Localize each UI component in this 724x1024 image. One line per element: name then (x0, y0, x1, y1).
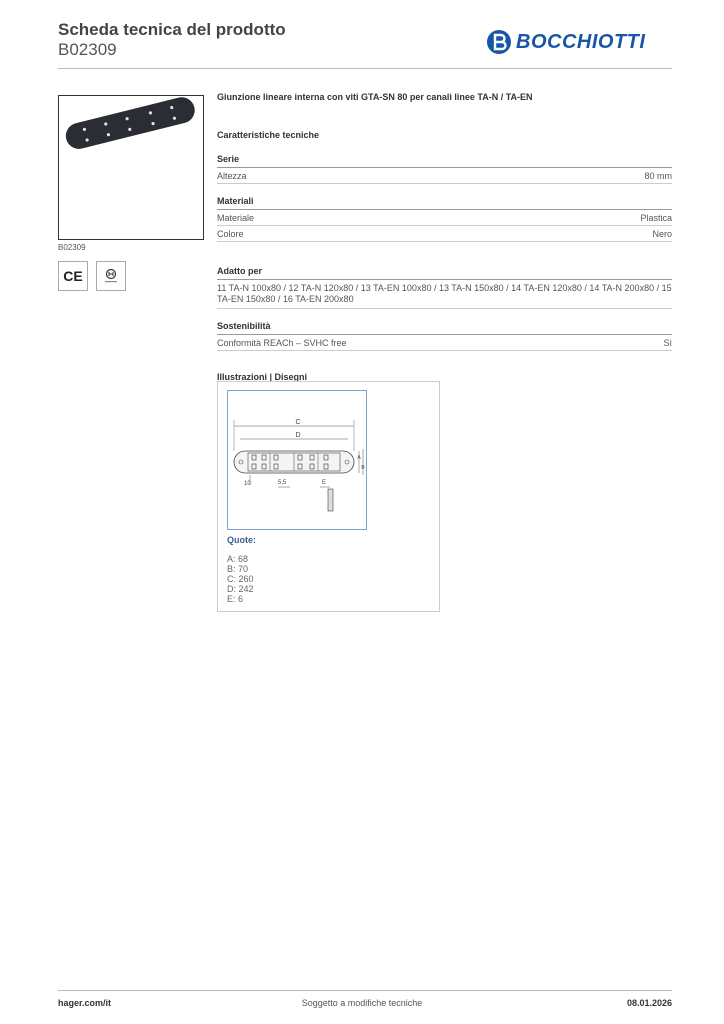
spec-label: Conformità REACh – SVHC free (217, 338, 347, 348)
illustration-panel (217, 381, 440, 612)
dim-label-d: D (295, 432, 301, 439)
quote-item: A: 68 (227, 554, 249, 564)
compatibility-list: 11 TA-N 100x80 / 12 TA-N 120x80 / 13 TA-EN 100x80 / 13 TA-N 150x80 / 14 TA-EN 120x80 / 14 TA-N 200x80 / 15 TA-EN 150x80 / 16 TA-EN 200x80 (217, 280, 672, 309)
quote-item: C: 260 (227, 574, 254, 584)
illustrations-heading: Illustrazioni | Disegni (217, 372, 308, 382)
product-description: Giunzione lineare interna con viti GTA-SN 80 per canali linee TA-N / TA-EN (217, 92, 533, 102)
quotes-list (227, 554, 254, 604)
spec-row (217, 210, 672, 226)
footer-date: 08.01.2026 (626, 998, 672, 1008)
logo-text: BOCCHIOTTI (516, 30, 646, 53)
quote-item: D: 242 (227, 584, 254, 594)
quote-item: E: 6 (227, 594, 244, 604)
footer-note: Soggetto a modifiche tecniche (301, 998, 423, 1008)
footer-website-link[interactable]: hager.com/it (58, 998, 112, 1008)
technical-drawing (227, 390, 367, 530)
dim-label-5-5: 5,5 (278, 480, 287, 486)
dim-label-10: 10 (244, 481, 251, 487)
quote-item: B: 70 (227, 564, 249, 574)
product-code-caption: B02309 (58, 243, 86, 252)
certification-icon (101, 266, 121, 286)
tech-heading: Caratteristiche tecniche (217, 130, 320, 140)
spec-value: Nero (652, 229, 672, 239)
spec-row (217, 226, 672, 242)
logo-b-icon (486, 28, 512, 56)
spec-value: Plastica (640, 213, 672, 223)
product-image (58, 95, 204, 240)
spec-label: Colore (217, 229, 244, 239)
dim-label-e: E (322, 480, 327, 486)
header-divider (58, 68, 672, 69)
group-fit (217, 266, 672, 309)
group-heading: Serie (217, 154, 672, 168)
spec-row (217, 335, 672, 351)
page-title: Scheda tecnica del prodotto (58, 20, 286, 39)
quotes-title: Quote: (227, 535, 256, 545)
certification-badge (96, 261, 126, 291)
dim-label-c: C (295, 419, 301, 426)
spec-content (217, 92, 672, 382)
dim-label-b: B (361, 465, 365, 471)
brand-logo (486, 28, 645, 56)
spec-row (217, 168, 672, 184)
group-materiali (217, 196, 672, 242)
spec-label: Altezza (217, 171, 247, 181)
group-serie (217, 154, 672, 184)
spec-label: Materiale (217, 213, 255, 223)
group-sustainability (217, 321, 672, 351)
ce-mark: CE (58, 261, 88, 291)
product-code: B02309 (58, 40, 117, 59)
joint-plate-icon (59, 96, 203, 239)
group-heading: Sostenibilità (217, 321, 672, 335)
dim-label-a: A (357, 455, 361, 461)
spec-value: 80 mm (644, 171, 672, 181)
footer-divider (58, 990, 672, 991)
group-heading: Adatto per (217, 266, 672, 280)
group-heading: Materiali (217, 196, 672, 210)
spec-value: Sì (663, 338, 672, 348)
dimension-drawing (228, 391, 366, 529)
